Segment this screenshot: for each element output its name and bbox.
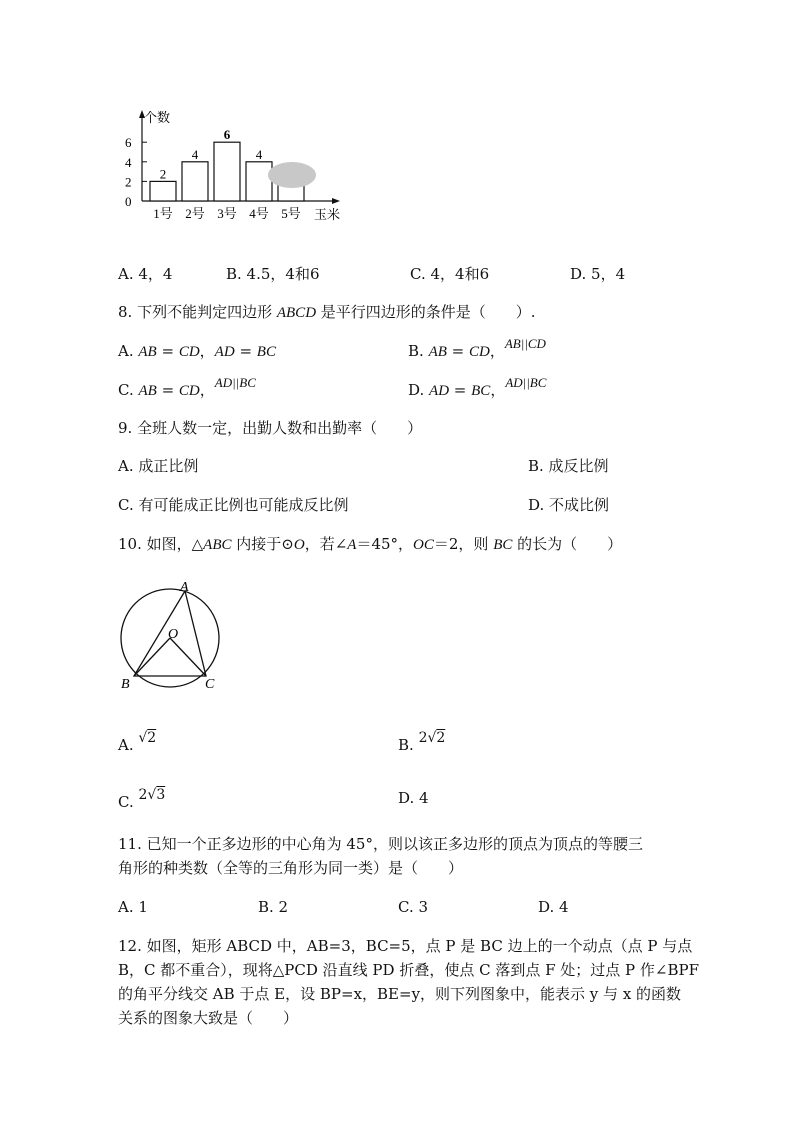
label-o: O xyxy=(168,627,179,642)
y-tick-label: 0 xyxy=(125,194,132,209)
q9-stem: 9. 全班人数一定，出勤人数和出勤率（ ） xyxy=(118,419,423,437)
x-axis-label: 玉米 xyxy=(314,207,341,222)
q10-option-d[interactable]: D. 4 xyxy=(398,789,429,807)
q12-line-4: 关系的图象大致是（ ） xyxy=(118,1009,299,1027)
bar-data-label: 6 xyxy=(223,127,231,143)
q11-line-2: 角形的种类数（全等的三角形为同一类）是（ ） xyxy=(118,859,464,877)
q7-option-b[interactable]: B. 4.5，4和6 xyxy=(226,265,320,283)
segment-oc xyxy=(170,638,206,676)
q9-option-b[interactable]: B. 成反比例 xyxy=(528,457,609,475)
y-tick-label: 2 xyxy=(125,174,132,190)
q11-option-a[interactable]: A. 1 xyxy=(118,898,148,916)
q10-option-c[interactable]: C. 2√3 xyxy=(118,787,166,811)
sqrt-sign-icon: √2 xyxy=(138,730,157,746)
q12-line-3: 的角平分线交 AB 于点 E，设 BP=x，BE=y，则下列图象中，能表示 y 与 x 的函数 xyxy=(118,985,682,1003)
circle-triangle-figure xyxy=(115,578,235,693)
sqrt-sign-icon: √ xyxy=(427,730,437,746)
x-tick-label: 5号 xyxy=(281,206,301,221)
q12-line-2: B，C 都不重合），现将△PCD 沿直线 PD 折叠，使点 C 落到点 F 处；过点 P 作∠BPF xyxy=(118,961,700,979)
y-tick-label: 6 xyxy=(125,135,132,151)
sqrt-sign-icon: √ xyxy=(147,787,157,803)
bar xyxy=(150,181,176,201)
label-c: C xyxy=(205,677,215,692)
segment-ob xyxy=(134,638,170,676)
y-axis-label: 个数 xyxy=(144,110,171,125)
q8-option-a[interactable]: A. AB = CD，AD = BC xyxy=(118,342,276,360)
q8-option-c[interactable]: C. AB = CD，AD||BC xyxy=(118,375,256,399)
bar xyxy=(214,142,240,201)
y-tick-label: 4 xyxy=(125,154,132,170)
bar xyxy=(182,162,208,201)
q7-option-a[interactable]: A. 4，4 xyxy=(118,265,173,283)
q12-line-1: 12. 如图，矩形 ABCD 中，AB=3，BC=5，点 P 是 BC 边上的一个动点（点 P 与点 xyxy=(118,937,693,955)
q10-option-b[interactable]: B. 2√2 xyxy=(398,730,446,754)
q9-option-d[interactable]: D. 不成比例 xyxy=(528,496,610,514)
q8-option-d[interactable]: D. AD = BC，AD||BC xyxy=(408,375,547,399)
q11-option-d[interactable]: D. 4 xyxy=(538,898,569,916)
x-axis-arrow-icon xyxy=(332,198,340,204)
q7-option-d[interactable]: D. 5，4 xyxy=(570,265,626,283)
q11-option-c[interactable]: C. 3 xyxy=(398,898,429,916)
q9-option-c[interactable]: C. 有可能成正比例也可能成反比例 xyxy=(118,496,349,514)
bar xyxy=(246,162,272,201)
label-b: B xyxy=(121,677,130,692)
bar-data-label: 4 xyxy=(255,146,263,162)
bar-chart xyxy=(118,106,358,226)
bar-data-label: 2 xyxy=(159,166,167,182)
x-tick-label: 1号 xyxy=(153,206,173,221)
x-tick-label: 2号 xyxy=(185,206,205,221)
x-tick-label: 3号 xyxy=(217,206,237,221)
q7-option-c[interactable]: C. 4，4和6 xyxy=(410,265,490,283)
ink-blot-icon xyxy=(268,162,316,188)
q8-option-b[interactable]: B. AB = CD，AB||CD xyxy=(408,336,546,360)
q10-option-a[interactable]: A. √2 xyxy=(118,730,157,754)
label-a: A xyxy=(180,580,189,595)
x-tick-label: 4号 xyxy=(249,206,269,221)
q11-line-1: 11. 已知一个正多边形的中心角为 45°，则以该正多边形的顶点为顶点的等腰三 xyxy=(118,835,643,853)
q9-option-a[interactable]: A. 成正比例 xyxy=(118,457,199,475)
q11-option-b[interactable]: B. 2 xyxy=(258,898,289,916)
bar-data-label: 4 xyxy=(191,146,199,162)
q8-stem: 8. 下列不能判定四边形 ABCD 是平行四边形的条件是（ ）. xyxy=(118,303,536,321)
q10-stem: 10. 如图，△ABC 内接于⊙O，若∠A＝45°，OC＝2，则 BC 的长为（ ） xyxy=(118,535,623,553)
